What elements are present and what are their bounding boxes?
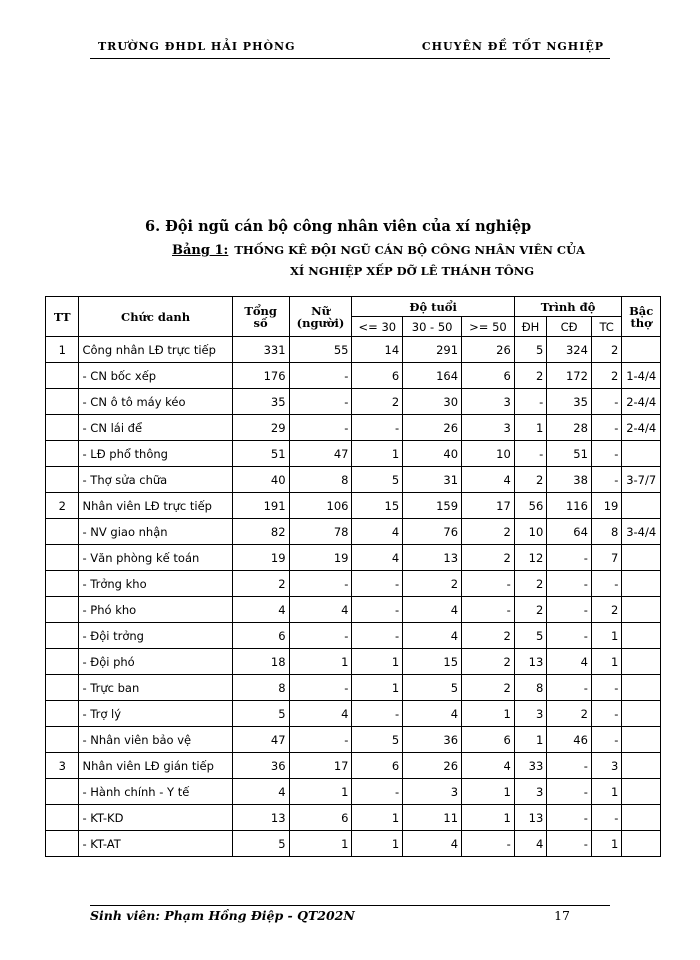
cell-tong-so: 2 [232, 571, 289, 597]
cell-nu: 1 [289, 831, 352, 857]
cell-tong-so: 5 [232, 701, 289, 727]
cell-age-under-30: - [352, 571, 403, 597]
cell-age-30-50: 36 [403, 727, 462, 753]
cell-edu-cd: 4 [547, 649, 592, 675]
header-edu-cd: CĐ [547, 317, 592, 337]
cell-bac-tho [622, 337, 661, 363]
table-row [46, 623, 661, 649]
cell-age-30-50: 2 [403, 571, 462, 597]
cell-nu: 78 [289, 519, 352, 545]
cell-chuc-danh: - KT-AT [79, 831, 232, 857]
cell-nu: 55 [289, 337, 352, 363]
cell-bac-tho [622, 545, 661, 571]
section-title: 6. Đội ngũ cán bộ công nhân viên của xí nghiệp [145, 218, 532, 235]
cell-edu-tc: 8 [591, 519, 621, 545]
cell-age-under-30: 1 [352, 831, 403, 857]
cell-edu-dh: 1 [514, 415, 546, 441]
cell-edu-tc: 2 [591, 597, 621, 623]
header-tong-so: Tổng số [232, 297, 289, 337]
cell-edu-cd: - [547, 675, 592, 701]
cell-age-over-50: - [462, 571, 515, 597]
cell-tong-so: 5 [232, 831, 289, 857]
table-row [46, 363, 661, 389]
cell-nu: 19 [289, 545, 352, 571]
cell-tt [46, 363, 79, 389]
header-chuc-danh: Chức danh [79, 297, 232, 337]
cell-edu-dh: - [514, 441, 546, 467]
cell-edu-tc: 1 [591, 779, 621, 805]
cell-tt: 1 [46, 337, 79, 363]
cell-age-over-50: 2 [462, 519, 515, 545]
cell-age-30-50: 291 [403, 337, 462, 363]
header-edu-dh: ĐH [514, 317, 546, 337]
cell-age-over-50: 1 [462, 779, 515, 805]
cell-tong-so: 29 [232, 415, 289, 441]
table-caption [172, 240, 642, 281]
cell-age-under-30: - [352, 779, 403, 805]
cell-tong-so: 82 [232, 519, 289, 545]
cell-edu-cd: 172 [547, 363, 592, 389]
cell-tong-so: 6 [232, 623, 289, 649]
cell-edu-tc: - [591, 389, 621, 415]
table-row [46, 649, 661, 675]
cell-bac-tho: 1-4/4 [622, 363, 661, 389]
cell-edu-tc: - [591, 467, 621, 493]
table-row [46, 441, 661, 467]
topic-name: CHUYÊN ĐỀ TỐT NGHIỆP [421, 40, 604, 53]
cell-bac-tho: 3-7/7 [622, 467, 661, 493]
table-row [46, 389, 661, 415]
header-edu-tc: TC [591, 317, 621, 337]
table-label: Bảng 1: [172, 243, 229, 258]
cell-nu: 4 [289, 701, 352, 727]
cell-edu-dh: 5 [514, 337, 546, 363]
table-row [46, 493, 661, 519]
cell-tong-so: 36 [232, 753, 289, 779]
cell-age-under-30: 1 [352, 649, 403, 675]
cell-chuc-danh: - KT-KD [79, 805, 232, 831]
cell-age-over-50: 6 [462, 363, 515, 389]
cell-edu-tc: 2 [591, 337, 621, 363]
cell-tong-so: 47 [232, 727, 289, 753]
table-row [46, 467, 661, 493]
cell-age-under-30: 4 [352, 545, 403, 571]
cell-edu-cd: - [547, 623, 592, 649]
cell-age-30-50: 30 [403, 389, 462, 415]
cell-age-30-50: 3 [403, 779, 462, 805]
cell-chuc-danh: - CN ô tô máy kéo [79, 389, 232, 415]
cell-edu-cd: 64 [547, 519, 592, 545]
cell-edu-tc: - [591, 415, 621, 441]
cell-chuc-danh: - Hành chính - Y tế [79, 779, 232, 805]
cell-tt [46, 597, 79, 623]
cell-age-over-50: 1 [462, 701, 515, 727]
cell-age-over-50: - [462, 597, 515, 623]
cell-age-over-50: 4 [462, 467, 515, 493]
cell-edu-cd: - [547, 571, 592, 597]
header-bac-tho: Bậc thợ [622, 297, 661, 337]
cell-tong-so: 18 [232, 649, 289, 675]
cell-tt [46, 519, 79, 545]
cell-age-over-50: 10 [462, 441, 515, 467]
cell-age-under-30: 14 [352, 337, 403, 363]
cell-tt [46, 727, 79, 753]
cell-chuc-danh: - Trởng kho [79, 571, 232, 597]
cell-edu-tc: 1 [591, 649, 621, 675]
cell-bac-tho: 3-4/4 [622, 519, 661, 545]
cell-tt [46, 441, 79, 467]
cell-age-under-30: 6 [352, 753, 403, 779]
cell-tong-so: 191 [232, 493, 289, 519]
cell-chuc-danh: - Đội trởng [79, 623, 232, 649]
table-row [46, 519, 661, 545]
cell-age-30-50: 31 [403, 467, 462, 493]
cell-tt [46, 675, 79, 701]
cell-chuc-danh: - Nhân viên bảo vệ [79, 727, 232, 753]
cell-edu-tc: - [591, 675, 621, 701]
cell-bac-tho [622, 441, 661, 467]
cell-age-under-30: - [352, 597, 403, 623]
cell-bac-tho [622, 727, 661, 753]
cell-nu: - [289, 415, 352, 441]
cell-tt [46, 805, 79, 831]
cell-tong-so: 176 [232, 363, 289, 389]
cell-age-over-50: - [462, 831, 515, 857]
header-trinh-do: Trình độ [514, 297, 622, 317]
cell-edu-dh: 1 [514, 727, 546, 753]
cell-age-under-30: 6 [352, 363, 403, 389]
cell-nu: 8 [289, 467, 352, 493]
cell-chuc-danh: - LĐ phổ thông [79, 441, 232, 467]
table-row [46, 701, 661, 727]
cell-age-under-30: 5 [352, 727, 403, 753]
cell-age-over-50: 3 [462, 389, 515, 415]
cell-tong-so: 40 [232, 467, 289, 493]
staff-statistics-table [45, 296, 661, 857]
cell-age-under-30: 5 [352, 467, 403, 493]
table-body [46, 337, 661, 857]
cell-tt [46, 571, 79, 597]
cell-age-over-50: 3 [462, 415, 515, 441]
cell-nu: 106 [289, 493, 352, 519]
table-row [46, 779, 661, 805]
cell-chuc-danh: - Đội phó [79, 649, 232, 675]
cell-edu-tc: 1 [591, 831, 621, 857]
cell-tt [46, 831, 79, 857]
cell-tt [46, 545, 79, 571]
cell-chuc-danh: Nhân viên LĐ gián tiếp [79, 753, 232, 779]
cell-age-30-50: 76 [403, 519, 462, 545]
cell-age-over-50: 1 [462, 805, 515, 831]
cell-edu-tc: 19 [591, 493, 621, 519]
cell-edu-cd: 116 [547, 493, 592, 519]
cell-edu-cd: 51 [547, 441, 592, 467]
cell-edu-dh: 3 [514, 701, 546, 727]
cell-edu-dh: 12 [514, 545, 546, 571]
cell-age-over-50: 6 [462, 727, 515, 753]
cell-edu-cd: - [547, 545, 592, 571]
table-row [46, 805, 661, 831]
cell-bac-tho [622, 675, 661, 701]
cell-chuc-danh: - Phó kho [79, 597, 232, 623]
cell-edu-cd: 324 [547, 337, 592, 363]
cell-bac-tho [622, 831, 661, 857]
caption-line-1: THỐNG KÊ ĐỘI NGŨ CÁN BỘ CÔNG NHÂN VIÊN CỦA [234, 243, 586, 257]
cell-bac-tho [622, 701, 661, 727]
table-row [46, 337, 661, 363]
cell-bac-tho [622, 753, 661, 779]
cell-edu-dh: 33 [514, 753, 546, 779]
cell-edu-cd: - [547, 753, 592, 779]
cell-age-30-50: 159 [403, 493, 462, 519]
cell-age-over-50: 17 [462, 493, 515, 519]
table-row [46, 675, 661, 701]
cell-bac-tho: 2-4/4 [622, 415, 661, 441]
table-row [46, 597, 661, 623]
cell-edu-dh: 2 [514, 467, 546, 493]
cell-bac-tho [622, 805, 661, 831]
cell-tt: 3 [46, 753, 79, 779]
cell-chuc-danh: - Thợ sửa chữa [79, 467, 232, 493]
cell-age-under-30: 1 [352, 675, 403, 701]
cell-age-30-50: 4 [403, 701, 462, 727]
table-row [46, 727, 661, 753]
cell-edu-tc: 1 [591, 623, 621, 649]
cell-age-under-30: - [352, 415, 403, 441]
school-name: TRƯỜNG ĐHDL HẢI PHÒNG [98, 40, 296, 53]
cell-age-over-50: 4 [462, 753, 515, 779]
cell-edu-tc: 2 [591, 363, 621, 389]
cell-tong-so: 4 [232, 597, 289, 623]
header-tt: TT [46, 297, 79, 337]
cell-edu-cd: 35 [547, 389, 592, 415]
cell-nu: 6 [289, 805, 352, 831]
cell-edu-dh: 4 [514, 831, 546, 857]
table-row [46, 753, 661, 779]
cell-tt [46, 701, 79, 727]
cell-edu-tc: - [591, 701, 621, 727]
cell-nu: - [289, 389, 352, 415]
cell-chuc-danh: Công nhân LĐ trực tiếp [79, 337, 232, 363]
cell-edu-dh: 13 [514, 649, 546, 675]
cell-age-over-50: 26 [462, 337, 515, 363]
cell-edu-dh: 13 [514, 805, 546, 831]
cell-age-under-30: 4 [352, 519, 403, 545]
cell-age-over-50: 2 [462, 649, 515, 675]
cell-age-30-50: 40 [403, 441, 462, 467]
cell-edu-dh: 3 [514, 779, 546, 805]
cell-nu: 1 [289, 779, 352, 805]
cell-chuc-danh: - Trợ lý [79, 701, 232, 727]
cell-bac-tho [622, 493, 661, 519]
cell-age-under-30: 1 [352, 441, 403, 467]
cell-chuc-danh: - Trực ban [79, 675, 232, 701]
cell-edu-cd: 38 [547, 467, 592, 493]
cell-nu: 1 [289, 649, 352, 675]
header-age-under-30: <= 30 [352, 317, 403, 337]
cell-tt [46, 467, 79, 493]
cell-edu-tc: 7 [591, 545, 621, 571]
cell-edu-tc: 3 [591, 753, 621, 779]
cell-age-30-50: 4 [403, 623, 462, 649]
cell-bac-tho [622, 649, 661, 675]
cell-nu: 4 [289, 597, 352, 623]
page-number: 17 [554, 908, 570, 923]
cell-edu-tc: - [591, 727, 621, 753]
cell-tt [46, 389, 79, 415]
cell-nu: - [289, 363, 352, 389]
cell-chuc-danh: Nhân viên LĐ trực tiếp [79, 493, 232, 519]
cell-chuc-danh: - CN bốc xếp [79, 363, 232, 389]
cell-bac-tho [622, 623, 661, 649]
header-age-30-50: 30 - 50 [403, 317, 462, 337]
caption-line-2: XÍ NGHIỆP XẾP DỠ LÊ THÁNH TÔNG [290, 264, 535, 278]
cell-tong-so: 331 [232, 337, 289, 363]
page-header [90, 38, 610, 59]
cell-edu-cd: 46 [547, 727, 592, 753]
cell-tong-so: 13 [232, 805, 289, 831]
cell-edu-dh: 2 [514, 597, 546, 623]
cell-bac-tho: 2-4/4 [622, 389, 661, 415]
cell-age-over-50: 2 [462, 545, 515, 571]
header-age-over-50: >= 50 [462, 317, 515, 337]
cell-age-under-30: - [352, 623, 403, 649]
table-row [46, 545, 661, 571]
cell-age-under-30: 1 [352, 805, 403, 831]
student-name: Sinh viên: Phạm Hồng Điệp - QT202N [90, 908, 355, 923]
table-row [46, 415, 661, 441]
cell-edu-dh: 8 [514, 675, 546, 701]
cell-edu-cd: - [547, 597, 592, 623]
cell-tt: 2 [46, 493, 79, 519]
cell-age-30-50: 164 [403, 363, 462, 389]
cell-nu: - [289, 623, 352, 649]
cell-tt [46, 623, 79, 649]
cell-age-30-50: 4 [403, 597, 462, 623]
cell-chuc-danh: - Văn phòng kế toán [79, 545, 232, 571]
cell-tong-so: 4 [232, 779, 289, 805]
cell-tt [46, 649, 79, 675]
cell-edu-dh: 10 [514, 519, 546, 545]
page-footer [90, 905, 610, 926]
cell-age-under-30: 15 [352, 493, 403, 519]
cell-chuc-danh: - CN lái để [79, 415, 232, 441]
cell-edu-dh: 56 [514, 493, 546, 519]
cell-edu-cd: - [547, 779, 592, 805]
cell-nu: 47 [289, 441, 352, 467]
cell-age-over-50: 2 [462, 675, 515, 701]
cell-bac-tho [622, 597, 661, 623]
cell-tong-so: 35 [232, 389, 289, 415]
cell-chuc-danh: - NV giao nhận [79, 519, 232, 545]
cell-edu-cd: 28 [547, 415, 592, 441]
cell-bac-tho [622, 571, 661, 597]
cell-edu-tc: - [591, 441, 621, 467]
cell-tong-so: 19 [232, 545, 289, 571]
cell-nu: - [289, 675, 352, 701]
cell-tt [46, 779, 79, 805]
cell-tong-so: 51 [232, 441, 289, 467]
cell-edu-dh: 2 [514, 363, 546, 389]
cell-bac-tho [622, 779, 661, 805]
cell-age-30-50: 15 [403, 649, 462, 675]
cell-edu-dh: 2 [514, 571, 546, 597]
cell-age-30-50: 4 [403, 831, 462, 857]
cell-age-30-50: 11 [403, 805, 462, 831]
cell-age-30-50: 13 [403, 545, 462, 571]
cell-nu: 17 [289, 753, 352, 779]
cell-age-under-30: - [352, 701, 403, 727]
cell-edu-dh: 5 [514, 623, 546, 649]
cell-tt [46, 415, 79, 441]
cell-edu-tc: - [591, 571, 621, 597]
cell-edu-cd: - [547, 831, 592, 857]
cell-age-over-50: 2 [462, 623, 515, 649]
cell-age-30-50: 26 [403, 753, 462, 779]
cell-edu-tc: - [591, 805, 621, 831]
cell-age-30-50: 5 [403, 675, 462, 701]
cell-tong-so: 8 [232, 675, 289, 701]
cell-nu: - [289, 727, 352, 753]
header-do-tuoi: Độ tuổi [352, 297, 514, 317]
cell-age-30-50: 26 [403, 415, 462, 441]
header-nu: Nữ (người) [289, 297, 352, 337]
cell-nu: - [289, 571, 352, 597]
cell-edu-cd: - [547, 805, 592, 831]
table-row [46, 831, 661, 857]
cell-edu-dh: - [514, 389, 546, 415]
table-row [46, 571, 661, 597]
cell-age-under-30: 2 [352, 389, 403, 415]
cell-edu-cd: 2 [547, 701, 592, 727]
